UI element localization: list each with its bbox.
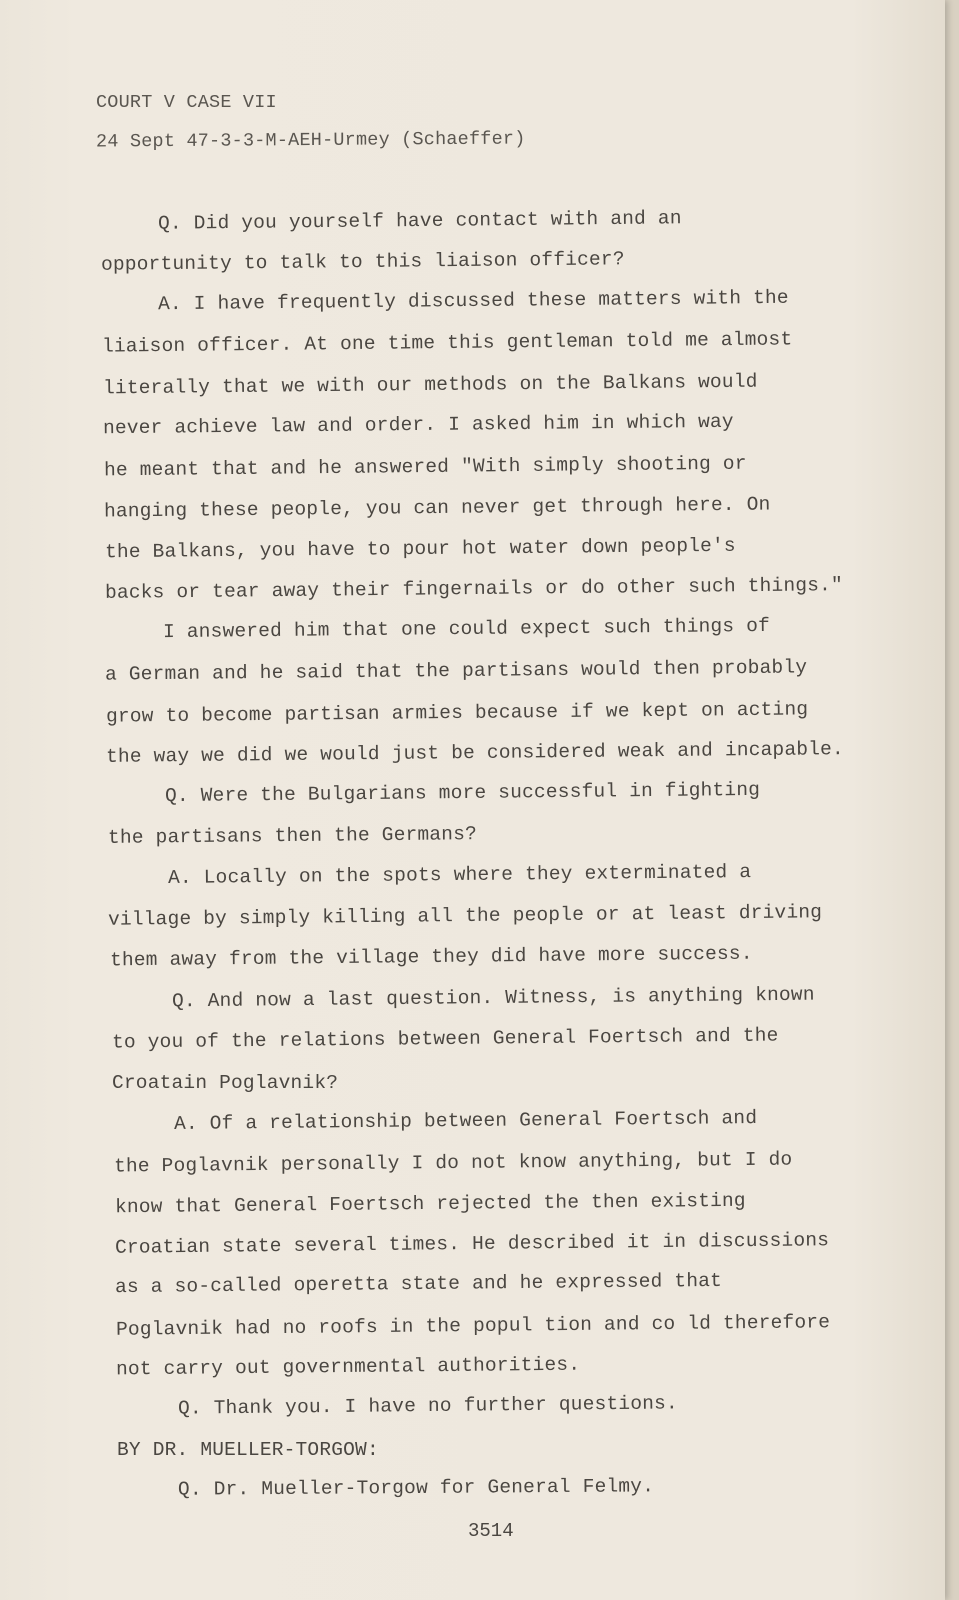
transcript-line: liaison officer. At one time this gentleman told me almost bbox=[101, 328, 793, 358]
transcript-line: know that General Foertsch rejected the then existing bbox=[114, 1189, 746, 1219]
transcript-line: village by simply killing all the people or at least driving bbox=[107, 901, 823, 931]
transcript-line: Q. Did you yourself have contact with and an bbox=[157, 207, 682, 235]
transcript-line: not carry out governmental authorities. bbox=[115, 1353, 581, 1381]
transcript-line: A. Locally on the spots where they exterminated a bbox=[167, 860, 752, 890]
transcript-line: never achieve law and order. I asked him in which way bbox=[102, 410, 734, 440]
transcript-line: A. I have frequently discussed these matters with the bbox=[157, 286, 789, 316]
transcript-line: grow to become partisan armies because if we kept on acting bbox=[105, 698, 809, 728]
transcript-line: A. Of a relationship between General Foertsch and bbox=[173, 1106, 758, 1136]
transcript-line: Q. And now a last question. Witness, is anything known bbox=[171, 983, 815, 1013]
transcript-line: a German and he said that the partisans would then probably bbox=[104, 656, 808, 686]
transcript-line: the Balkans, you have to pour hot water down people's bbox=[104, 534, 736, 564]
session-header: 24 Sept 47-3-3-M-AEH-Urmey (Schaeffer) bbox=[95, 128, 526, 153]
transcript-line: the Poglavnik personally I do not know anything, but I do bbox=[113, 1148, 793, 1178]
transcript-line: them away from the village they did have more success. bbox=[109, 942, 753, 972]
transcript-line: hanging these people, you can never get through here. On bbox=[103, 493, 771, 523]
examiner-heading: BY DR. MUELLER-TORGOW: bbox=[117, 1439, 379, 1461]
transcript-line: the way we did we would just be considered weak and incapable. bbox=[105, 738, 845, 768]
transcript-line: Poglavnik had no roofs in the popul tion and co ld therefore bbox=[115, 1311, 831, 1341]
court-case-header: COURT V CASE VII bbox=[96, 92, 277, 113]
transcript-line: opportunity to talk to this liaison officer? bbox=[100, 248, 625, 276]
transcript-line: Q. Thank you. I have no further questions. bbox=[177, 1392, 678, 1420]
transcript-line: backs or tear away their fingernails or do other such things." bbox=[104, 574, 844, 604]
transcript-line: Q. Were the Bulgarians more successful in fighting bbox=[164, 778, 761, 808]
transcript-line: he meant that and he answered "With simply shooting or bbox=[103, 452, 747, 482]
transcript-line: Croatain Poglavnik? bbox=[112, 1072, 339, 1094]
page-number: 3514 bbox=[468, 1520, 514, 1542]
transcript-line: Croatian state several times. He described it in discussions bbox=[114, 1229, 830, 1259]
transcript-line: as a so-called operetta state and he expressed that bbox=[114, 1269, 723, 1299]
transcript-line: I answered him that one could expect such things of bbox=[162, 614, 771, 644]
transcript-line: literally that we with our methods on the Balkans would bbox=[102, 370, 758, 400]
transcript-line: to you of the relations between General Foertsch and the bbox=[111, 1024, 779, 1054]
transcript-line: Q. Dr. Mueller-Torgow for General Felmy. bbox=[177, 1475, 655, 1501]
transcript-line: the partisans then the Germans? bbox=[107, 823, 478, 849]
